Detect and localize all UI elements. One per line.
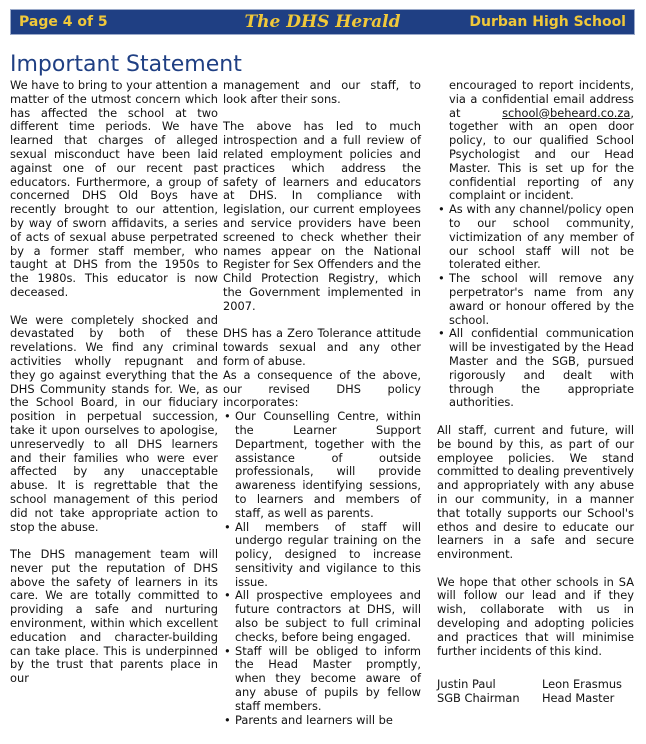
paragraph: We have to bring to your attention a matter of the utmost concern which has affected the school at two different time periods. We have learned that charges of alleged sexual misconduct have been laid against one of our recent past educators. Furthermore, a group of concerned DHS Old Boys have recently brought to our attention, by way of sworn affidavits, a series of acts of sexual abuse perpetrated by a former staff member, who taught at DHS from the 1950s to the 1980s. This educator is now deceased. [10, 78, 218, 299]
column-1 [10, 79, 218, 686]
paragraph [437, 79, 634, 203]
paragraph: management and our staff, to look after their sons. [223, 78, 421, 106]
paragraph: As a consequence of the above, our revised DHS policy incorporates: [223, 367, 421, 410]
column-3 [437, 79, 634, 706]
text-span: encouraged to report incidents, via a confidential email address at [449, 78, 634, 120]
list-item: • Our Counselling Centre, within the Learner Support Department, together with the assistance of outside professionals, will provide awareness identifying sessions, to learners and members of staff, as well as parents. [235, 410, 421, 520]
policy-list [223, 410, 421, 727]
signatory-role: SGB Chairman [437, 691, 520, 706]
list-item: • The school will remove any perpetrator's name from any award or honour offered by the school. [449, 272, 634, 327]
paragraph: We hope that other schools in SA will follow our lead and if they wish, collaborate with us in developing and adopting policies and practices that will minimise further incidents of this kind. [437, 574, 634, 658]
masthead: The DHS Herald [244, 12, 401, 32]
signatory-role: Head Master [541, 691, 615, 706]
list-item: • All prospective employees and future contractors at DHS, will also be subject to full criminal checks, before being engaged. [235, 589, 421, 644]
school-name: Durban High School [469, 14, 626, 30]
text-span: , together with an open door policy, to our qualified School Psychologist and our Head Master. This is set up for the confidential reporting of any complaint or incident. [449, 105, 634, 203]
signatures [437, 678, 622, 706]
list-item: • Parents and learners will be [235, 714, 421, 728]
signatory-1 [437, 678, 520, 706]
article-title: Important Statement [10, 52, 242, 77]
page-number: Page 4 of 5 [19, 14, 108, 30]
list-item: • All confidential communication will be investigated by the Head Master and the SGB, pursued rigorously and dealt with through the appropriate authorities. [449, 327, 634, 410]
paragraph: The above has led to much introspection and a full review of related employment policies and practices which address the safety of learners and educators at DHS. In compliance with legislation, our current employees and service providers have been screened to check whether their names appear on the National Register for Sex Offenders and the Child Protection Registry, which the Government implemented in 2007. [223, 119, 421, 313]
signatory-name: Justin Paul [437, 677, 496, 692]
policy-list [437, 203, 634, 410]
list-item: • As with any channel/policy open to our school community, victimization of any member of our school staff will not be tolerated either. [449, 203, 634, 272]
list-item: • Staff will be obliged to inform the Head Master promptly, when they become aware of any abuse of pupils by fellow staff members. [235, 645, 421, 714]
paragraph: The DHS management team will never put the reputation of DHS above the safety of learners in its care. We are totally committed to providing a safe and nurturing environment, within which excellent education and character-building can take place. This is underpinned by the trust that parents place in our [10, 547, 218, 686]
paragraph: All staff, current and future, will be bound by this, as part of our employee policies. We stand committed to dealing preventively and appropriately with any abuse in our community, in a manner that totally supports our School's ethos and desire to educate our learners in a safe and secure environment. [437, 422, 634, 562]
column-2 [223, 79, 421, 727]
signatory-name: Leon Erasmus [541, 677, 622, 692]
paragraph: We were completely shocked and devastated by both of these revelations. We find any criminal activities wholly repugnant and they go against everything that the DHS Community stands for. We, as the School Board, in our fiduciary position in perpetual succession, take it upon ourselves to apologise, unreservedly to all DHS learners and their families who were ever affected by any unacceptable abuse. It is regrettable that the school management of this period did not take appropriate action to stop the abuse. [10, 312, 218, 534]
page-header [10, 9, 635, 35]
list-item: • All members of staff will undergo regular training on the policy, designed to increase sensitivity and vigilance to this issue. [235, 521, 421, 590]
paragraph: DHS has a Zero Tolerance attitude towards sexual and any other form of abuse. [223, 326, 421, 368]
email-link[interactable]: school@beheard.co.za [502, 105, 631, 120]
signatory-2 [542, 678, 622, 706]
